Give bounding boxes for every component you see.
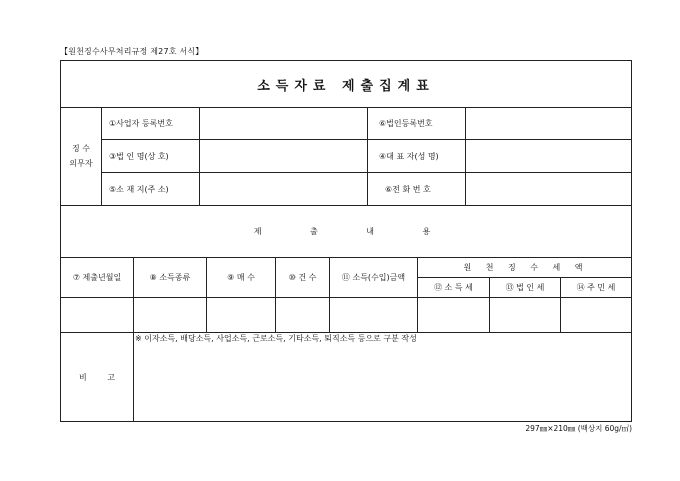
income-type-field[interactable]	[134, 298, 206, 332]
representative-field[interactable]	[466, 140, 631, 172]
divider	[133, 332, 134, 421]
corp-name-label: ③법 인 명(상 호)	[109, 151, 169, 161]
corp-name-field[interactable]	[200, 140, 367, 172]
divider	[101, 107, 102, 205]
submission-summary-form	[60, 60, 632, 422]
col-amount: ⑪ 소득(수입)금액	[341, 273, 406, 282]
address-field[interactable]	[200, 173, 367, 205]
divider	[367, 107, 368, 205]
title-bar	[61, 61, 631, 108]
form-header: 【원천징수사무처리규정 제27호 서식】	[60, 47, 204, 56]
phone-label: ⑥전 화 번 호	[385, 184, 431, 194]
biz-reg-no-field[interactable]	[200, 107, 367, 139]
remarks-text: ※ 이자소득, 배당소득, 사업소득, 근로소득, 기타소득, 퇴직소득 등으로 구분 작성	[135, 334, 417, 343]
corp-reg-no-label: ⑥법인등록번호	[379, 118, 433, 128]
count-field[interactable]	[207, 298, 275, 332]
income-tax-field[interactable]	[418, 298, 489, 332]
resident-tax-field[interactable]	[561, 298, 631, 332]
paper-spec-footer: 297㎜×210㎜ (백상지 60g/㎡)	[525, 424, 632, 433]
form-title: 소득자료 제출집계표	[257, 78, 435, 94]
col-income-type: ⑧ 소득종류	[149, 273, 191, 282]
col-withholding-header: 원 천 징 수 세 액	[463, 263, 586, 272]
col-year-month: ⑦ 제출년월일	[72, 273, 122, 282]
phone-field[interactable]	[466, 173, 631, 205]
corp-reg-no-field[interactable]	[466, 107, 631, 139]
remarks-label: 비 고	[79, 372, 115, 382]
col-income-tax: ⑫ 소 득 세	[434, 283, 473, 292]
year-month-field[interactable]	[61, 298, 133, 332]
col-corp-tax: ⑬ 법 인 세	[505, 283, 545, 292]
col-count: ⑨ 매 수	[227, 273, 255, 282]
cases-field[interactable]	[276, 298, 329, 332]
submission-section-title: 제 출 내 용	[253, 227, 439, 236]
representative-label: ④대 표 자(성 명)	[379, 151, 439, 161]
payer-group-label: 징 수 의무자	[69, 144, 93, 168]
col-resident-tax: ⑭ 주 민 세	[576, 283, 616, 292]
address-label: ⑤소 재 지(주 소)	[109, 184, 169, 194]
corp-tax-field[interactable]	[490, 298, 560, 332]
biz-reg-no-label: ①사업자 등록번호	[109, 118, 173, 128]
col-cases: ⑩ 건 수	[288, 273, 317, 282]
amount-field[interactable]	[330, 298, 417, 332]
